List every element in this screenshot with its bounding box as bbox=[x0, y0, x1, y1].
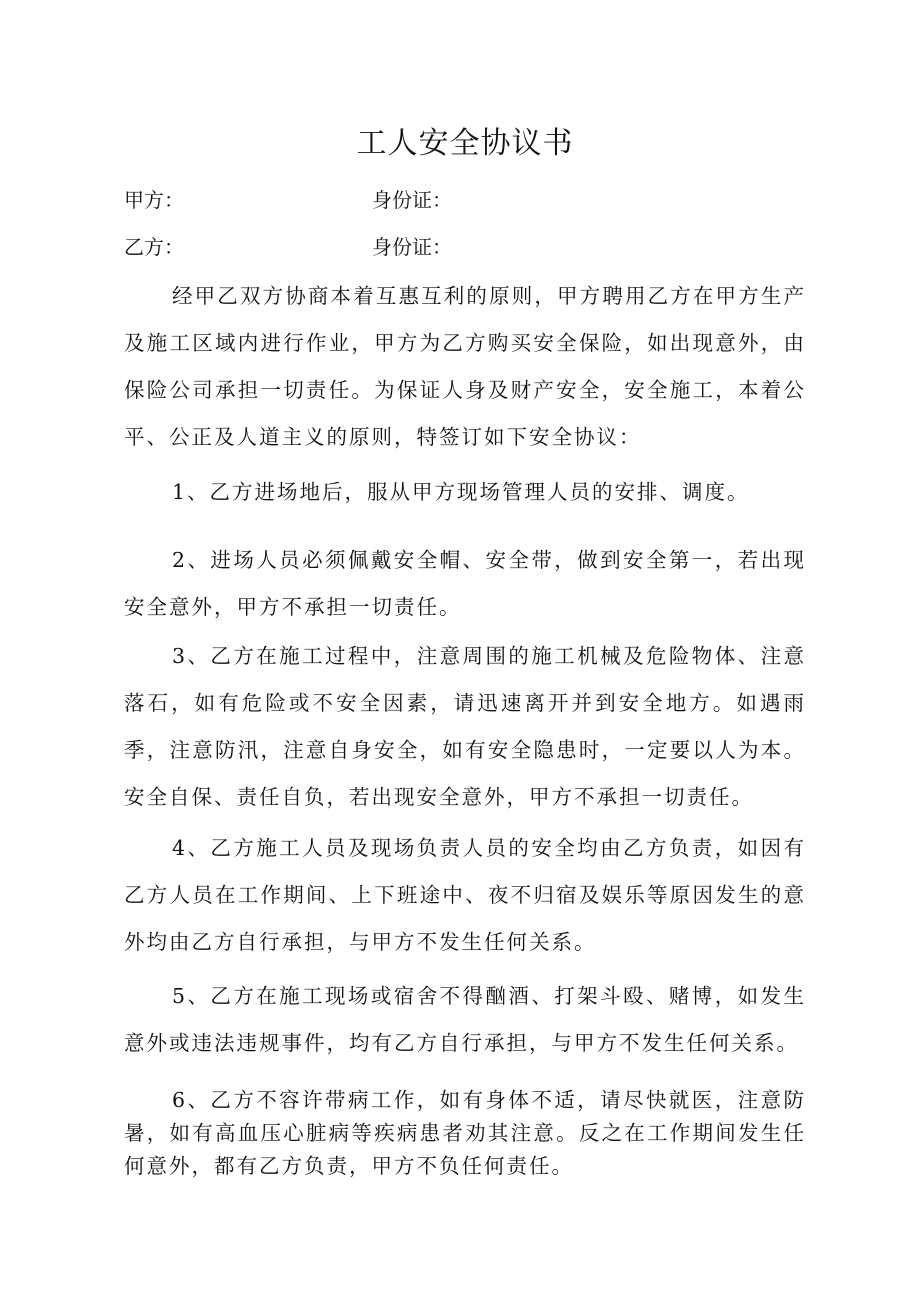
clause-3: 3、乙方在施工过程中，注意周围的施工机械及危险物体、注意落石，如有危险或不安全因素，请迅速离开并到安全地方。如遇雨季，注意防汛，注意自身安全，如有安全隐患时，一定要以人为本。安全自保、责任自负，若出现安全意外，甲方不承担一切责任。 bbox=[124, 644, 806, 809]
party-a-label: 甲方： bbox=[124, 188, 184, 212]
clause-6: 6、乙方不容许带病工作，如有身体不适，请尽快就医，注意防暑，如有高血压心脏病等疾病患者劝其注意。反之在工作期间发生任何意外，都有乙方负责，甲方不负任何责任。 bbox=[124, 1088, 806, 1178]
clause-2: 2、进场人员必须佩戴安全帽、安全带，做到安全第一，若出现安全意外，甲方不承担一切责任。 bbox=[124, 548, 806, 619]
party-b-id-label: 身份证： bbox=[372, 235, 452, 259]
page-title: 工人安全协议书 bbox=[356, 126, 574, 161]
party-b-label: 乙方： bbox=[124, 235, 184, 259]
intro-paragraph: 经甲乙双方协商本着互惠互利的原则，甲方聘用乙方在甲方生产及施工区域内进行作业，甲方为乙方购买安全保险，如出现意外，由保险公司承担一切责任。为保证人身及财产安全，安全施工，本着公平、公正及人道主义的原则，特签订如下安全协议： bbox=[124, 284, 806, 449]
clause-1: 1、乙方进场地后，服从甲方现场管理人员的安排、调度。 bbox=[172, 480, 750, 504]
clause-4: 4、乙方施工人员及现场负责人员的安全均由乙方负责，如因有乙方人员在工作期间、上下班途中、夜不归宿及娱乐等原因发生的意外均由乙方自行承担，与甲方不发生任何关系。 bbox=[124, 836, 806, 954]
clause-5: 5、乙方在施工现场或宿舍不得酗酒、打架斗殴、赌博，如发生意外或违法违规事件，均有乙方自行承担，与甲方不发生任何关系。 bbox=[124, 984, 806, 1055]
party-a-line bbox=[124, 186, 804, 214]
party-b-line bbox=[124, 233, 804, 261]
party-a-id-label: 身份证： bbox=[372, 188, 452, 212]
